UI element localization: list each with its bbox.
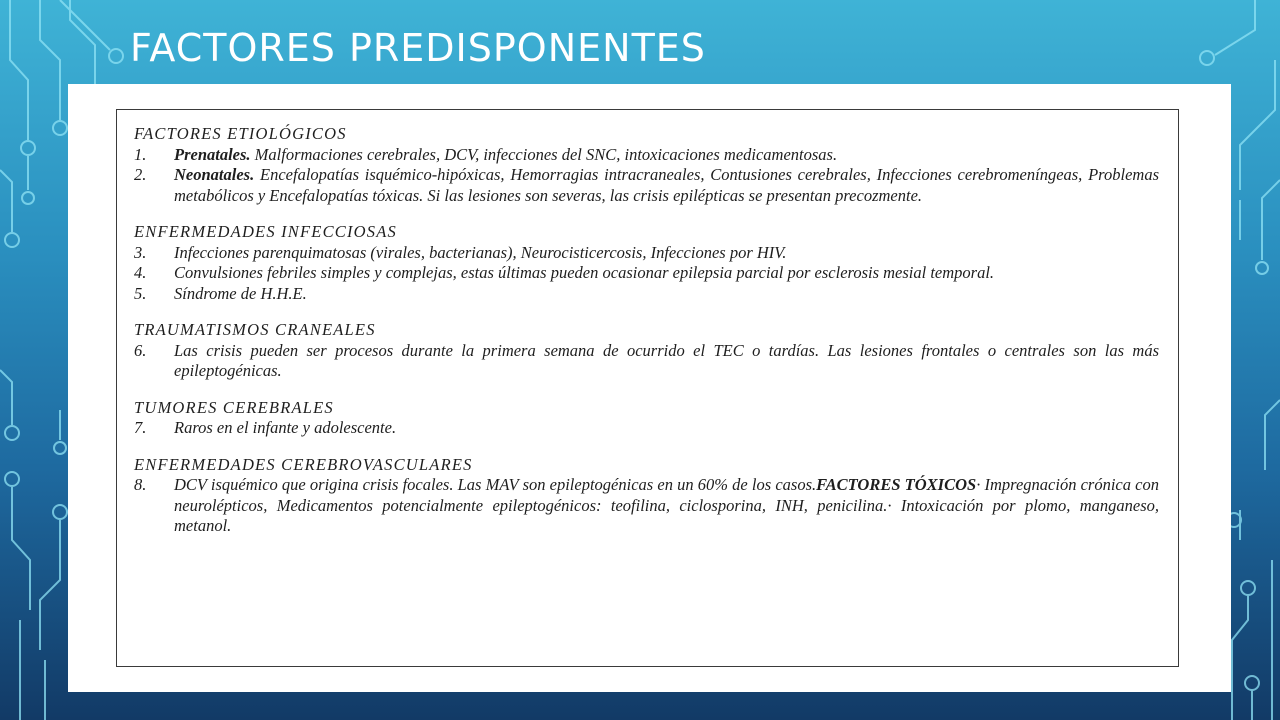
scanned-document-image [68,84,1231,692]
list-item [134,263,1178,284]
item-number: 7. [134,418,147,437]
section-enfermedades-cerebrovasculares [134,455,1178,537]
list-item [134,243,1178,264]
item-bold-label: Prenatales. [174,144,251,164]
item-number: 8. [134,475,147,494]
item-number: 3. [134,242,147,262]
item-number: 1. [134,144,147,164]
item-number: 2. [134,165,147,184]
section-heading: TRAUMATISMOS CRANEALES [134,320,376,339]
item-text: Raros en el infante y adolescente. [174,418,397,437]
item-number: 4. [134,263,147,282]
list-item [134,341,1178,382]
list-item [134,475,1178,537]
section-factores-etiologicos [134,124,1178,206]
item-text: Síndrome de H.H.E. [174,283,307,303]
document-table-box [116,109,1179,667]
list-item [134,418,1178,439]
item-text: Las crisis pueden ser procesos durante la primera semana de ocurrido el TEC o tardías. Las lesiones frontales o centrales son las más epileptogénicas. [174,340,1159,380]
section-traumatismos-craneales [134,320,1178,382]
slide-title: FACTORES PREDISPONENTES [130,26,706,70]
section-heading: FACTORES ETIOLÓGICOS [134,124,347,143]
item-body: Malformaciones cerebrales, DCV, infecciones del SNC, intoxicaciones medicamentosas. [250,144,838,164]
section-heading: TUMORES CEREBRALES [134,397,334,417]
item-text: Convulsiones febriles simples y complejas, estas últimas pueden ocasionar epilepsia parcial por esclerosis mesial temporal. [174,263,995,282]
list-item [134,165,1178,206]
list-item [134,284,1178,305]
item-text: Infecciones parenquimatosas (virales, bacterianas), Neurocisticercosis, Infecciones por HIV. [174,242,787,262]
section-heading: ENFERMEDADES INFECCIOSAS [134,222,397,241]
item-text [174,475,1159,537]
item-number: 6. [134,340,147,360]
item-text [174,165,1159,206]
item-body: Encefalopatías isquémico-hipóxicas, Hemorragias intracraneales, Contusiones cerebrales, Infecciones cerebromeníngeas, Problemas metabólicos y Encefalopatías tóxicas. Si las lesiones son severas, las crisis epilépticas se presentan precozmente. [174,165,1159,205]
item-bold-label: Neonatales. [174,165,255,184]
section-tumores-cerebrales [134,398,1178,439]
item-text [174,145,1159,166]
list-item [134,145,1178,166]
section-enfermedades-infecciosas [134,222,1178,304]
item-number: 5. [134,283,147,303]
item-bold-label: FACTORES TÓXICOS [816,475,977,494]
item-body-continued: · Impregnación crónica con neurolépticos, Medicamentos potencialmente epileptogénicos: teofilina, ciclosporina, INH, penicilina.· Intoxicación por plomo, manganeso, metanol. [174,475,1159,535]
item-body: DCV isquémico que origina crisis focales. Las MAV son epileptogénicas en un 60% de los casos. [174,475,817,494]
section-heading: ENFERMEDADES CEREBROVASCULARES [134,454,473,474]
